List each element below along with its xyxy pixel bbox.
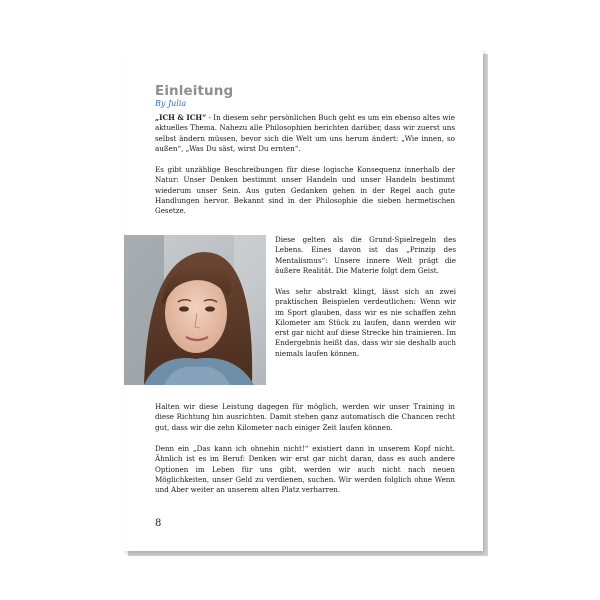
paragraph-hermetic-laws: Es gibt unzählige Beschreibungen für diese logische Konsequenz innerhalb der Natur: Unser Denken bestimmt unser Handeln und unser Handeln bestimmt wiederum unser Sein. Aus guten Gedanken gehen in der Regel auch gute Handlungen hervor. Bekannt sind in der Philosophie die sieben hermetischen Gesetze. <box>155 165 455 216</box>
author-byline: By Julia <box>155 99 187 108</box>
portrait-photo-drawing <box>124 235 266 385</box>
section-title: Einleitung <box>155 83 234 99</box>
paragraph-sport-example: Was sehr abstrakt klingt, lässt sich an zwei praktischen Beispielen verdeutlichen: Wenn wir im Sport glauben, dass wir es nie schaffen zehn Kilometer am Stück zu laufen, dann werden wir erst gar nicht auf diese Strecke hin trainieren. Im Endergebnis heißt das, dass wir sie deshalb auch niemals laufen können. <box>275 287 456 358</box>
intro-lead: „ICH & ICH“ <box>155 113 207 122</box>
intro-paragraph <box>155 113 455 154</box>
paragraph-training: Halten wir diese Leistung dagegen für möglich, werden wir unser Training in diese Richtung hin ausrichten. Damit stehen ganz automatisch die Chancen recht gut, dass wir die zehn Kilometer nach einiger Zeit laufen können. <box>155 402 455 432</box>
paragraph-mentalism: Diese gelten als die Grund-Spielregeln des Lebens. Eines davon ist das „Prinzip des Mentalismus“: Unsere innere Welt prägt die äußere Realität. Die Materie folgt dem Geist. <box>275 235 456 275</box>
paragraph-career: Denn ein „Das kann ich ohnehin nicht!“ existiert dann in unserem Kopf nicht. Ähnlich ist es im Beruf: Denken wir erst gar nicht daran, dass es auch andere Optionen im Leben für uns gibt, werden wir auch nicht nach neuen Möglichkeiten, unser Geld zu verdienen, suchen. Wir werden folglich ohne Wenn und Aber weiter an unserem alten Platz verharren. <box>155 444 455 495</box>
book-page <box>124 49 483 551</box>
intro-body: - In diesem sehr persönlichen Buch geht es um ein ebenso altes wie aktuelles Thema. Nahezu alle Philosophien berichten darüber, dass wir zuerst uns selbst ändern müssen, bevor sich die Welt um uns herum ändert: „Wie innen, so außen“, „Was Du säst, wirst Du ernten“. <box>155 113 455 153</box>
page-number: 8 <box>155 518 162 529</box>
portrait-photo <box>124 235 266 385</box>
